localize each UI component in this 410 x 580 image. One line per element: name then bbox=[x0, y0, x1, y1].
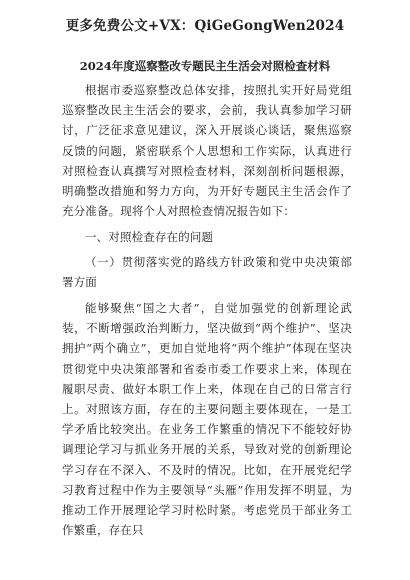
promo-header: 更多免费公文+VX：QiGeGongWen2024 bbox=[65, 18, 345, 34]
intro-paragraph: 根据市委巡察整改总体安排，按照扎实开好局党组巡察整改民主生活会的要求，会前，我认真参加学习研讨，广泛征求意见建议，深入开展谈心谈话，聚焦巡察反馈的问题，紧密联系个人思想和工作实际，认真进行对照检查认真撰写对照检查材料，深刻剖析问题根源，明确整改措施和努力方向，为开好专题民主生活会作了充分准备。现将个人对照检查情况报告如下： bbox=[62, 83, 352, 219]
section-heading: 一、对照检查存在的问题 bbox=[85, 230, 214, 245]
document-body bbox=[62, 80, 352, 540]
body-paragraph: 能够聚焦“国之大者”，自觉加强党的创新理论武装，不断增强政治判断力，坚决做到“两个维护”、坚决拥护“两个确立”，更加自觉地将“两个维护”体现在坚决贯彻党中央决策部署和省委市委工作要求上来，体现在履职尽责、做好本职工作上来，体现在自己的日常言行上。对照该方面，存在的主要问题主要体现在，一是工学矛盾比较突出。在业务工作繁重的情况下不能较好协调理论学习与抓业务开展的关系，导致对党的创新理论学习存在不深入、不及时的情况。比如，在开展党纪学习教育过程中作为主要领导“头雁”作用发挥不明显，为推动工作开展理论学习时松时紧。考虑党员干部业务工作繁重，存在只 bbox=[62, 301, 352, 538]
document-title: 2024年度巡察整改专题民主生活会对照检查材料 bbox=[79, 59, 331, 73]
subsection-heading: （一）贯彻落实党的路线方针政策和党中央决策部署方面 bbox=[62, 254, 352, 289]
